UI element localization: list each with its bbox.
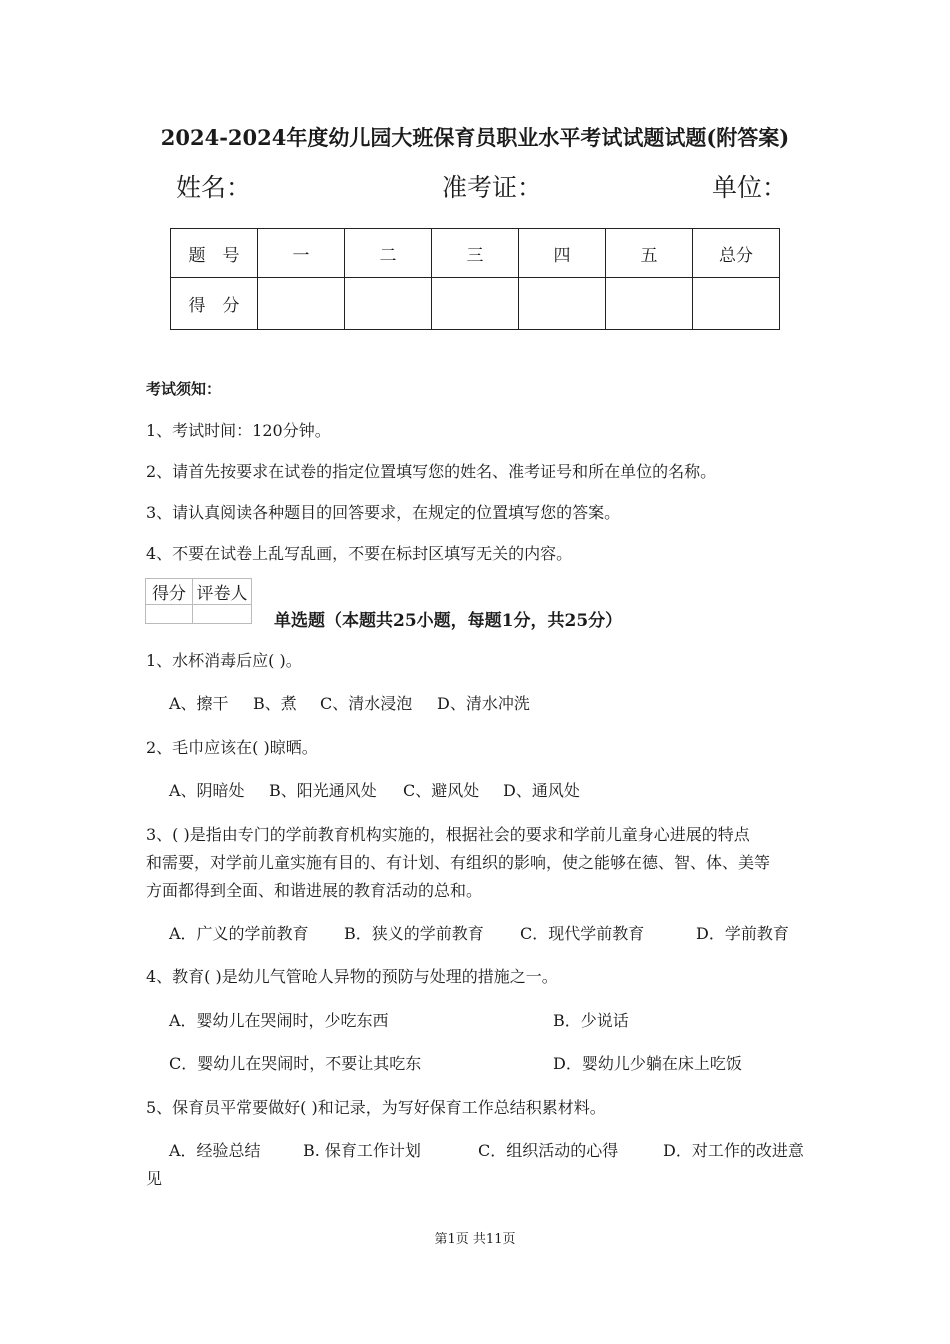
option-continuation: 见 [146,1169,163,1188]
score-table [170,228,780,330]
notice-item: 2、请首先按要求在试卷的指定位置填写您的姓名、准考证号和所在单位的名称。 [146,462,717,481]
score-table-header-row [171,229,780,278]
section-title: 单选题（本题共25小题，每题1分，共25分） [274,611,623,631]
name-field-label: 姓名： [176,173,252,202]
option-c: C．婴幼儿在哭闹时，不要让其吃东 [169,1054,422,1073]
option-d: D、清水冲洗 [437,694,530,713]
option-c: C．组织活动的心得 [478,1141,619,1160]
question-stem: 1、水杯消毒后应( )。 [146,651,302,670]
option-d: D、通风处 [503,781,580,800]
score-cell[interactable] [519,278,606,330]
question-stem-line: 3、( )是指由专门的学前教育机构实施的，根据社会的要求和学前儿童身心进展的特点 [146,825,750,844]
question-stem-line: 和需要，对学前儿童实施有目的、有计划、有组织的影响，使之能够在德、智、体、美等 [146,853,771,872]
option-d: D．婴幼儿少躺在床上吃饭 [553,1054,742,1073]
notice-item: 3、请认真阅读各种题目的回答要求，在规定的位置填写您的答案。 [146,503,621,522]
score-header-cell: 题 号 [171,229,258,278]
score-header-cell: 四 [519,229,606,278]
option-c: C、避风处 [403,781,480,800]
question-stem-line: 方面都得到全面、和谐进展的教育活动的总和。 [146,881,483,900]
option-a: A、擦干 [169,694,229,713]
option-b: B. 保育工作计划 [303,1141,421,1160]
exam-id-field-label: 准考证： [442,173,543,202]
option-a: A．经验总结 [169,1141,261,1160]
notice-heading: 考试须知： [146,380,222,398]
notice-item: 4、不要在试卷上乱写乱画，不要在标封区填写无关的内容。 [146,544,573,563]
question-stem: 2、毛巾应该在( )晾晒。 [146,738,318,757]
option-b: B．狭义的学前教育 [344,924,484,943]
score-header-cell: 二 [345,229,432,278]
question-stem: 5、保育员平常要做好( )和记录，为写好保育工作总结积累材料。 [146,1098,606,1117]
grader-score-label: 得分 [146,579,193,605]
option-b: B、煮 [253,694,297,713]
score-header-cell: 三 [432,229,519,278]
score-row-label: 得 分 [171,278,258,330]
score-cell[interactable] [258,278,345,330]
option-c: C．现代学前教育 [520,924,645,943]
grader-score-cell[interactable] [146,605,193,624]
score-cell[interactable] [345,278,432,330]
score-table-score-row [171,278,780,330]
unit-field-label: 单位： [712,173,788,202]
score-header-cell: 一 [258,229,345,278]
page-title: 2024-2024年度幼儿园大班保育员职业水平考试试题试题(附答案) [160,125,790,150]
score-header-cell: 五 [606,229,693,278]
score-cell[interactable] [693,278,780,330]
option-c: C、清水浸泡 [320,694,413,713]
question-stem: 4、教育( )是幼儿气管呛人异物的预防与处理的措施之一。 [146,967,558,986]
score-header-cell: 总分 [693,229,780,278]
option-b: B．少说话 [553,1011,629,1030]
score-cell[interactable] [432,278,519,330]
option-d: D．学前教育 [696,924,789,943]
option-a: A．婴幼儿在哭闹时，少吃东西 [169,1011,389,1030]
notice-item: 1、考试时间：120分钟。 [146,421,331,440]
option-a: A．广义的学前教育 [169,924,309,943]
page-footer: 第1页 共11页 [434,1232,516,1247]
grader-reviewer-label: 评卷人 [193,579,252,605]
grader-reviewer-cell[interactable] [193,605,252,624]
grader-table [145,578,252,624]
option-a: A、阴暗处 [169,781,245,800]
option-d: D．对工作的改进意 [663,1141,804,1160]
option-b: B、阳光通风处 [269,781,377,800]
score-cell[interactable] [606,278,693,330]
